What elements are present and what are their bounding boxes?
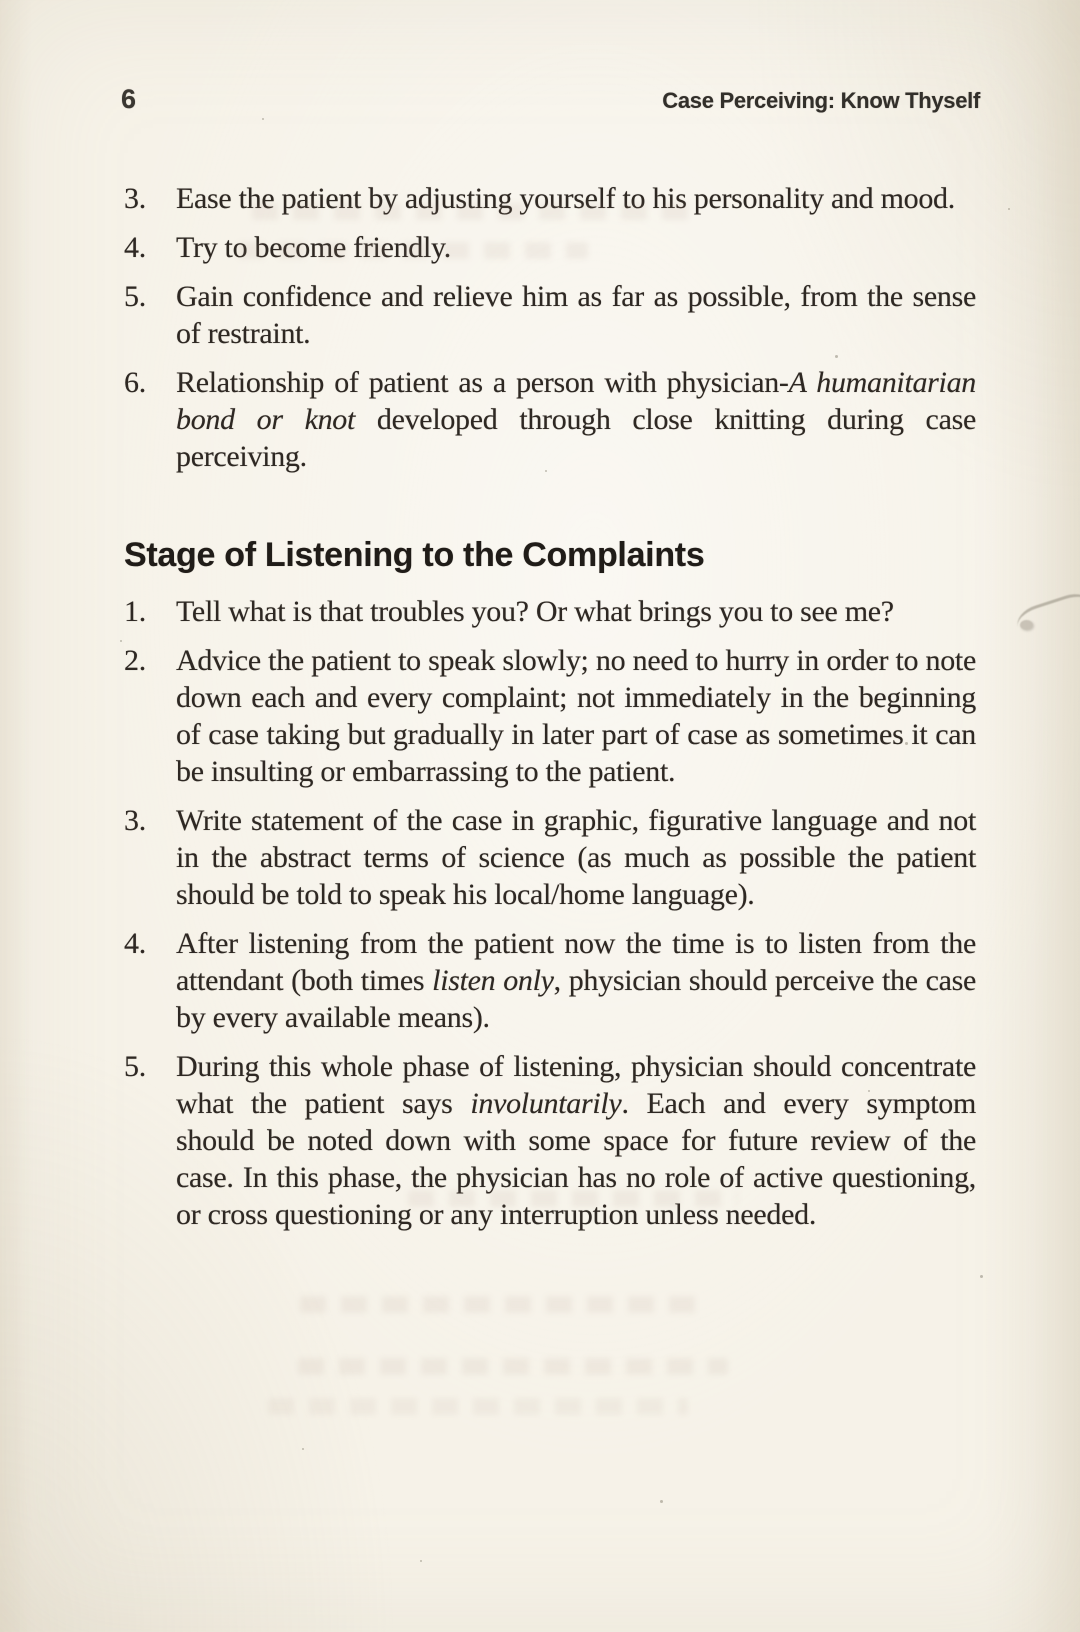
paper-speck [120,640,122,642]
list-item [124,278,976,352]
item-number: 4. [124,927,146,960]
paper-speck [545,470,547,472]
bleed-through-smudge [238,242,588,259]
section-heading: Stage of Listening to the Complaints [124,536,705,574]
paper-speck [905,742,908,745]
item-text-pre: Write statement of the case in graphic, figurative language and not in the abstract terms of science (as much as possible the patient should be told to speak his local/home language). [176,804,976,911]
bleed-through-smudge [268,1398,688,1415]
page-content [124,180,976,1245]
bleed-through-smudge [298,1358,728,1375]
page-number: 6 [121,84,137,114]
list-item [124,642,976,790]
item-text-post: , physician should perceive the case by every available means). [176,964,977,1034]
item-text [176,364,976,475]
paper-speck [262,118,264,120]
item-text-pre: Relationship of patient as a person with physician- [176,366,789,399]
bleed-through-smudge [408,1190,738,1207]
item-text-italic: A humanitarian bond or knot [176,366,976,436]
running-title: Case Perceiving: Know Thyself [662,88,980,113]
item-number: 3. [124,804,146,837]
item-text [176,593,976,630]
bleed-through-smudge [300,1296,700,1313]
paper-speck [302,1448,304,1450]
item-number: 6. [124,366,146,399]
item-text [176,925,976,1036]
item-number: 1. [124,595,146,628]
paper-speck [420,1560,422,1562]
item-number: 3. [124,182,146,215]
paper-speck [210,980,212,982]
running-header [121,84,980,115]
item-text-post: . Each and every symptom should be noted down with some space for future review of the case. In this phase, the physician has no role of active questioning, or cross questioning or any interruption unless needed. [176,1087,977,1231]
item-text [176,642,976,790]
paper-speck [835,355,838,358]
bleed-through-smudge [252,203,702,220]
list-item [124,364,976,475]
list-item [124,925,976,1036]
paper-speck [980,1275,983,1278]
paper-speck [868,1090,870,1092]
list-item [124,593,976,630]
item-text-pre: Try to become friendly. [176,231,451,264]
item-text-pre: After listening from the patient now the time is to listen from the attendant (both times [176,927,976,997]
item-number: 2. [124,644,146,677]
item-text-pre: During this whole phase of listening, physician should concentrate what the patient says [176,1050,976,1120]
item-text-pre: Ease the patient by adjusting yourself to his personality and mood. [176,182,955,215]
item-text [176,278,976,352]
item-text-pre: Advice the patient to speak slowly; no need to hurry in order to note down each and every complaint; not immediately in the beginning of case taking but gradually in later part of case as sometimes it can be insulting or embarrassing to the patient. [176,644,976,788]
item-text-post: developed through close knitting during case perceiving. [176,403,976,473]
item-text-pre: Tell what is that troubles you? Or what brings you to see me? [176,595,894,628]
item-text-italic: involuntarily [470,1087,622,1120]
item-text-italic: listen only [432,964,554,997]
list-item [124,802,976,913]
paper-speck [660,1500,663,1503]
paper-speck [1008,208,1010,210]
item-number: 5. [124,280,146,313]
item-number: 5. [124,1050,146,1083]
item-text [176,802,976,913]
page-edge-crease-mark [1013,589,1080,643]
item-text-pre: Gain confidence and relieve him as far as possible, from the sense of restraint. [176,280,976,350]
page-edge-crease-blob [1020,620,1033,630]
item-number: 4. [124,231,146,264]
